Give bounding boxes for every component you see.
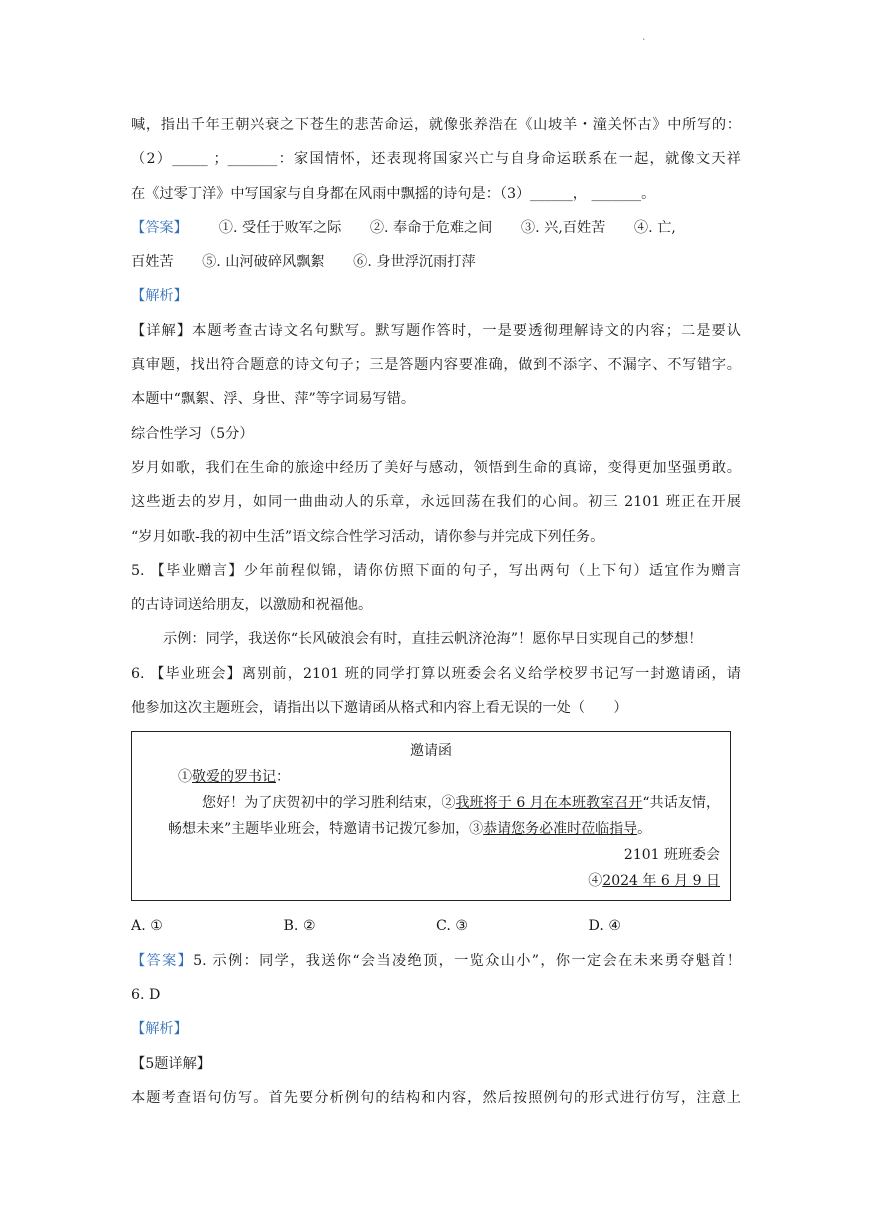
greeting-colon: ：: [276, 769, 290, 786]
text-line: 的古诗词送给朋友，以激励和祝福他。: [131, 597, 373, 614]
letter-signature: 2101 班班委会: [623, 847, 720, 864]
underlined-phrase: 恭请您务必准时莅临指导: [483, 821, 638, 838]
answer-item: ⑥. 身世浮沉雨打萍: [353, 254, 476, 271]
text-line: “岁月如歌-我的初中生活”语文综合性学习活动，请你参与并完成下列任务。: [131, 528, 605, 545]
answer-item: ⑤. 山河破碎风飘絮: [202, 254, 325, 271]
text-line: 岁月如歌，我们在生命的旅途中经历了美好与感动，领悟到生命的真谛，变得更加坚强勇敢。: [131, 459, 741, 476]
question-6: 6. 【毕业班会】离别前，2101 班的同学打算以班委会名义给学校罗书记写一封邀请函，请: [131, 665, 741, 682]
text-line: 在《过零丁洋》中写国家与自身都在风雨中飘摇的诗句是：（3）______， _______。: [131, 185, 656, 202]
letter-body-line: [142, 816, 720, 842]
answer-label: 【答案】: [131, 952, 194, 969]
answer-item: ②. 奉命于危难之间: [369, 219, 493, 236]
option-d: D. ④: [588, 918, 622, 935]
answer-text: 5. 示例：同学，我送你“会当凌绝顶，一览众山小”，你一定会在未来勇夺魁首！: [193, 952, 741, 969]
analysis-label: 【解析】: [131, 288, 188, 305]
text-line: 真审题，找出符合题意的诗文句子；三是答题内容要准确，做到不添字、不漏字、不写错字。: [131, 357, 741, 374]
invitation-letter-box: [131, 731, 731, 901]
marker-4: ④: [588, 873, 603, 890]
answer-label: 【答案】: [131, 219, 188, 236]
text-line: 本题中“飘絮、浮、身世、萍”等字词易写错。: [131, 391, 416, 408]
answer-line: [131, 211, 741, 245]
answer-line: 6. D: [131, 986, 161, 1003]
greeting-text: 敬爱的罗书记: [192, 769, 276, 786]
option-a: A. ①: [131, 918, 163, 935]
letter-date: [142, 868, 720, 894]
section-heading: 综合性学习（5分）: [131, 425, 254, 442]
answer-item: ①. 受任于败军之际: [218, 219, 342, 236]
letter-body-line: [142, 790, 720, 816]
answer-line: [131, 944, 741, 978]
options-row: [131, 909, 741, 943]
text-line: 本题考查语句仿写。首先要分析例句的结构和内容，然后按照例句的形式进行仿写，注意上: [131, 1089, 741, 1106]
letter-title: 邀请函: [410, 743, 452, 760]
text-line: （2）_____ ；_______：家国情怀，还表现将国家兴亡与自身命运联系在一起，就像文天祥: [131, 151, 741, 168]
body-text: “共话友情，: [642, 795, 720, 812]
answer-line: [131, 245, 741, 279]
text-line: 喊，指出千年王朝兴衰之下苍生的悲苦命运，就像张养浩在《山坡羊・潼关怀古》中所写的：: [131, 117, 741, 133]
text-line: 他参加这次主题班会，请指出以下邀请函从格式和内容上看无误的一处（ ）: [131, 700, 628, 717]
answer-item: 百姓苦: [131, 254, 174, 271]
question-5: 5. 【毕业赠言】少年前程似锦，请你仿照下面的句子，写出两句（上下句）适宜作为赠言: [131, 562, 741, 579]
body-text: 。: [637, 821, 652, 838]
text-line: 这些逝去的岁月，如同一曲曲动人的乐章，永远回荡在我们的心间。初三 2101 班正在开展: [131, 494, 741, 511]
letter-greeting: [142, 764, 720, 790]
option-b: B. ②: [283, 918, 316, 935]
detail-heading: 【5题详解】: [131, 1055, 211, 1072]
page-marker: .: [642, 30, 646, 43]
underlined-phrase: 我班将于 6 月在本班教室召开: [455, 795, 643, 812]
text-line: 【详解】本题考查古诗文名句默写。默写题作答时，一是要透彻理解诗文的内容；二是要认: [131, 322, 741, 339]
answer-item: ③. 兴,百姓苦: [520, 219, 606, 236]
marker-1: ①: [178, 769, 192, 786]
body-text: 畅想未来”主题毕业班会，特邀请书记拨冗参加，③: [168, 821, 484, 838]
option-c: C. ③: [436, 918, 469, 935]
date-text: 2024 年 6 月 9 日: [602, 873, 720, 890]
document-body: [131, 108, 741, 1115]
body-text: 您好！为了庆贺初中的学习胜利结束，②: [202, 795, 456, 812]
answer-item: ④. 亡,: [633, 219, 676, 236]
example-line: 示例：同学，我送你“长风破浪会有时，直挂云帆济沧海”！愿你早日实现自己的梦想！: [163, 631, 703, 648]
analysis-label: 【解析】: [131, 1021, 188, 1038]
